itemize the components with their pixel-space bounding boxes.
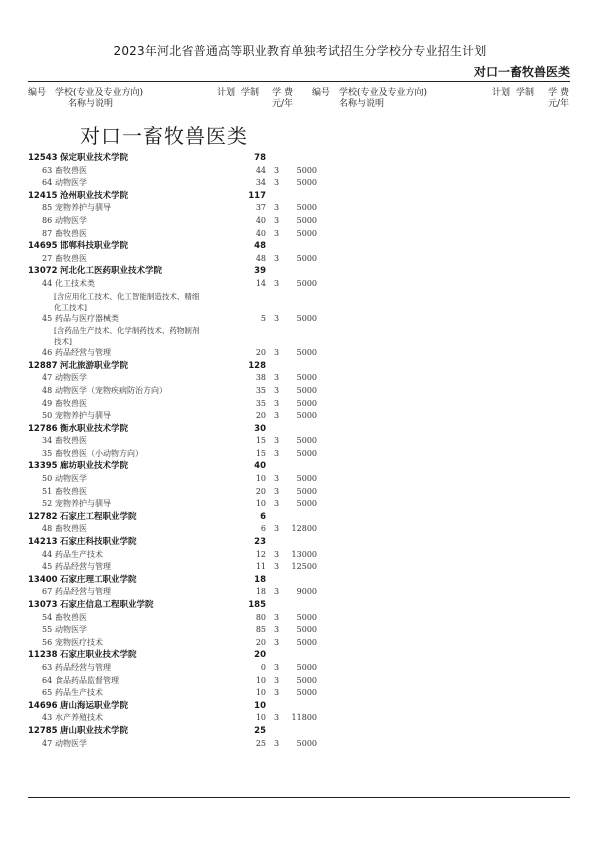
col-header-fee-line2: 元/年: [272, 99, 294, 109]
major-years: 3: [274, 662, 280, 672]
school-row: [28, 649, 328, 662]
major-note: 化工技术]: [54, 302, 87, 312]
major-code: 45: [42, 562, 53, 572]
major-code: 27: [42, 253, 53, 263]
major-plan: 15: [255, 448, 266, 458]
school-name: 石家庄理工职业学院: [60, 574, 137, 585]
major-code: 51: [42, 486, 53, 496]
major-name: 宠物养护与驯导: [55, 203, 111, 213]
school-row: [28, 152, 328, 165]
school-code: 12786: [28, 423, 58, 434]
school-plan-total: 39: [254, 266, 266, 277]
major-years: 3: [274, 549, 280, 559]
major-note: 技术]: [54, 337, 72, 347]
major-years: 3: [274, 373, 280, 383]
school-plan-total: 18: [254, 574, 266, 585]
major-name: 化工技术类: [55, 278, 95, 288]
school-plan-total: 25: [254, 725, 266, 736]
major-name: 宠物养护与驯导: [55, 411, 111, 421]
major-years: 3: [274, 637, 280, 647]
major-code: 44: [42, 278, 53, 288]
major-plan: 20: [255, 486, 266, 496]
major-years: 3: [274, 499, 280, 509]
major-years: 3: [274, 348, 280, 358]
major-plan: 20: [255, 637, 266, 647]
school-row: [28, 423, 328, 436]
major-row: [28, 624, 328, 637]
col-header-school-line2: 名称与说明: [68, 99, 114, 109]
major-years: 3: [274, 688, 280, 698]
major-note-row: [28, 302, 328, 313]
col-header-school-line2-right: 名称与说明: [339, 99, 385, 109]
major-code: 87: [42, 228, 53, 238]
major-fee: 5000: [296, 313, 317, 323]
major-years: 3: [274, 253, 280, 263]
school-code: 12782: [28, 511, 58, 522]
major-fee: 5000: [296, 178, 317, 188]
school-plan-total: 128: [248, 360, 266, 371]
major-row: [28, 612, 328, 625]
major-fee: 5000: [296, 612, 317, 622]
major-code: 65: [42, 688, 53, 698]
major-row: [28, 347, 328, 360]
major-code: 47: [42, 373, 53, 383]
major-fee: 5000: [296, 278, 317, 288]
school-row: [28, 511, 328, 524]
school-name: 唐山海运职业学院: [60, 700, 129, 711]
major-row: [28, 385, 328, 398]
major-row: [28, 712, 328, 725]
major-row: [28, 410, 328, 423]
section-title: 对口一畜牧兽医类: [80, 124, 248, 148]
major-name: 畜牧兽医: [55, 524, 87, 534]
major-plan: 35: [255, 385, 266, 395]
major-note-row: [28, 325, 328, 336]
major-name: 水产养殖技术: [55, 713, 103, 723]
major-name: 畜牧兽医（小动物方向）: [55, 448, 143, 458]
major-fee: 5000: [296, 662, 317, 672]
col-header-years: 学制: [241, 88, 260, 98]
major-fee: 5000: [296, 637, 317, 647]
col-header-code: 编号: [28, 88, 47, 98]
major-years: 3: [274, 178, 280, 188]
col-header-school: [55, 88, 143, 110]
major-fee: 5000: [296, 411, 317, 421]
major-fee: 5000: [296, 474, 317, 484]
col-header-fee: [272, 88, 293, 110]
school-name: 沧州职业技术学院: [60, 190, 129, 201]
school-plan-total: 117: [248, 190, 266, 201]
major-fee: 5000: [296, 675, 317, 685]
major-fee: 5000: [296, 373, 317, 383]
major-plan: 14: [255, 278, 266, 288]
major-code: 43: [42, 713, 53, 723]
major-name: 畜牧兽医: [55, 398, 87, 408]
major-name: 动物医学: [55, 474, 87, 484]
col-header-years-right: 学制: [516, 88, 535, 98]
major-years: 3: [274, 313, 280, 323]
major-plan: 11: [255, 562, 266, 572]
school-code: 14213: [28, 537, 58, 548]
school-name: 河北旅游职业学院: [60, 360, 129, 371]
major-years: 3: [274, 165, 280, 175]
major-code: 50: [42, 411, 53, 421]
school-plan-total: 10: [254, 700, 266, 711]
major-note-row: [28, 291, 328, 302]
major-plan: 48: [255, 253, 266, 263]
school-plan-total: 20: [254, 650, 266, 661]
major-years: 3: [274, 385, 280, 395]
major-row: [28, 253, 328, 266]
school-code: 12543: [28, 153, 58, 163]
major-years: 3: [274, 474, 280, 484]
school-name: 保定职业技术学院: [60, 153, 129, 163]
major-code: 45: [42, 313, 53, 323]
major-row: [28, 675, 328, 688]
major-fee: 5000: [296, 499, 317, 509]
major-name: 药品经营与管理: [55, 562, 111, 572]
school-row: [28, 725, 328, 738]
school-row: [28, 360, 328, 373]
major-row: [28, 473, 328, 486]
major-code: 86: [42, 215, 53, 225]
major-code: 64: [42, 675, 53, 685]
school-row: [28, 190, 328, 203]
major-fee: 5000: [296, 348, 317, 358]
major-years: 3: [274, 398, 280, 408]
major-name: 动物医学: [55, 178, 87, 188]
major-row: [28, 662, 328, 675]
major-plan: 20: [255, 348, 266, 358]
major-years: 3: [274, 411, 280, 421]
school-plan-total: 30: [254, 423, 266, 434]
major-name: 畜牧兽医: [55, 228, 87, 238]
major-name: 畜牧兽医: [55, 486, 87, 496]
major-fee: 12800: [291, 524, 317, 534]
major-note: [含应用化工技术、化工智能制造技术、精细: [54, 291, 200, 301]
school-code: 14695: [28, 241, 58, 252]
major-code: 46: [42, 348, 53, 358]
major-years: 3: [274, 486, 280, 496]
major-fee: 13000: [291, 549, 317, 559]
major-fee: 5000: [296, 203, 317, 213]
major-plan: 35: [255, 398, 266, 408]
major-name: 食品药品监督管理: [55, 675, 119, 685]
school-code: 12887: [28, 360, 58, 371]
major-years: 3: [274, 448, 280, 458]
major-code: 47: [42, 738, 53, 748]
school-row: [28, 599, 328, 612]
major-name: 药品经营与管理: [55, 662, 111, 672]
major-plan: 18: [255, 587, 266, 597]
school-code: 12785: [28, 725, 58, 736]
major-code: 48: [42, 385, 53, 395]
major-plan: 10: [255, 474, 266, 484]
major-years: 3: [274, 587, 280, 597]
major-name: 畜牧兽医: [55, 612, 87, 622]
major-years: 3: [274, 436, 280, 446]
major-row: [28, 215, 328, 228]
major-row: [28, 561, 328, 574]
major-code: 63: [42, 662, 53, 672]
school-plan-total: 78: [254, 153, 266, 163]
major-fee: 5000: [296, 625, 317, 635]
major-code: 63: [42, 165, 53, 175]
category-header: 对口一畜牧兽医类: [473, 65, 570, 79]
col-header-plan-right: 计划: [492, 88, 511, 98]
school-row: [28, 574, 328, 587]
major-code: 67: [42, 587, 53, 597]
major-plan: 37: [255, 203, 266, 213]
enrollment-table: [28, 152, 328, 750]
school-name: 河北化工医药职业技术学院: [60, 266, 163, 277]
major-fee: 5000: [296, 738, 317, 748]
major-plan: 15: [255, 436, 266, 446]
school-name: 衡水职业技术学院: [60, 423, 129, 434]
major-name: 药品生产技术: [55, 549, 103, 559]
major-plan: 85: [255, 625, 266, 635]
col-header-school-line1-right: 学校(专业及专业方向): [339, 88, 428, 98]
major-fee: 12500: [291, 562, 317, 572]
major-name: 动物医学（宠物疾病防治方向）: [55, 385, 167, 395]
major-code: 34: [42, 436, 53, 446]
major-fee: 5000: [296, 215, 317, 225]
major-row: [28, 278, 328, 291]
major-name: 动物医学: [55, 625, 87, 635]
major-fee: 5000: [296, 688, 317, 698]
school-plan-total: 48: [254, 241, 266, 252]
major-code: 64: [42, 178, 53, 188]
major-name: 畜牧兽医: [55, 253, 87, 263]
major-years: 3: [274, 738, 280, 748]
major-name: 宠物医疗技术: [55, 637, 103, 647]
major-row: [28, 202, 328, 215]
major-code: 50: [42, 474, 53, 484]
major-fee: 5000: [296, 486, 317, 496]
major-years: 3: [274, 625, 280, 635]
school-plan-total: 185: [248, 600, 266, 610]
major-row: [28, 448, 328, 461]
major-plan: 10: [255, 675, 266, 685]
major-row: [28, 372, 328, 385]
school-row: [28, 265, 328, 278]
col-header-fee-right: [548, 88, 569, 110]
major-name: 药品经营与管理: [55, 587, 111, 597]
col-header-school-right: [339, 88, 427, 110]
school-name: 石家庄职业技术学院: [60, 650, 137, 661]
major-name: 动物医学: [55, 215, 87, 225]
major-code: 35: [42, 448, 53, 458]
major-code: 49: [42, 398, 53, 408]
major-row: [28, 398, 328, 411]
major-years: 3: [274, 524, 280, 534]
major-row: [28, 586, 328, 599]
school-code: 14696: [28, 700, 58, 711]
major-years: 3: [274, 562, 280, 572]
major-row: [28, 549, 328, 562]
major-name: 药品与医疗器械类: [55, 313, 119, 323]
school-name: 唐山职业技术学院: [60, 725, 129, 736]
col-header-code-right: 编号: [312, 88, 331, 98]
school-name: 廊坊职业技术学院: [60, 461, 129, 472]
footer-divider: [28, 797, 570, 798]
major-plan: 10: [255, 499, 266, 509]
major-row: [28, 523, 328, 536]
major-row: [28, 637, 328, 650]
major-row: [28, 498, 328, 511]
school-name: 石家庄科技职业学院: [60, 537, 137, 548]
major-plan: 10: [255, 688, 266, 698]
school-row: [28, 460, 328, 473]
school-row: [28, 700, 328, 713]
school-plan-total: 6: [260, 511, 266, 522]
major-years: 3: [274, 278, 280, 288]
school-plan-total: 40: [254, 461, 266, 472]
major-note-row: [28, 336, 328, 347]
major-name: 动物医学: [55, 738, 87, 748]
major-name: 畜牧兽医: [55, 165, 87, 175]
major-code: 48: [42, 524, 53, 534]
major-plan: 6: [260, 524, 266, 534]
school-row: [28, 536, 328, 549]
col-header-fee-line1-right: 学 费: [548, 88, 569, 98]
major-fee: 5000: [296, 228, 317, 238]
col-header-plan: 计划: [217, 88, 236, 98]
major-fee: 5000: [296, 398, 317, 408]
major-years: 3: [274, 675, 280, 685]
school-code: 13395: [28, 461, 58, 472]
major-years: 3: [274, 612, 280, 622]
major-code: 55: [42, 625, 53, 635]
school-code: 11238: [28, 650, 58, 661]
major-row: [28, 165, 328, 178]
school-code: 13400: [28, 574, 58, 585]
major-note: [含药品生产技术、化学制药技术、药物制剂: [54, 326, 200, 336]
major-fee: 9000: [296, 587, 317, 597]
major-code: 44: [42, 549, 53, 559]
major-code: 54: [42, 612, 53, 622]
major-row: [28, 486, 328, 499]
major-plan: 80: [255, 612, 266, 622]
major-fee: 5000: [296, 165, 317, 175]
major-fee: 5000: [296, 253, 317, 263]
major-name: 宠物养护与驯导: [55, 499, 111, 509]
school-code: 13073: [28, 600, 58, 610]
school-code: 13072: [28, 266, 58, 277]
major-plan: 5: [260, 313, 266, 323]
school-row: [28, 240, 328, 253]
major-row: [28, 687, 328, 700]
major-row: [28, 228, 328, 241]
major-plan: 25: [255, 738, 266, 748]
major-name: 药品生产技术: [55, 688, 103, 698]
col-header-fee-line2-right: 元/年: [548, 99, 570, 109]
major-plan: 38: [255, 373, 266, 383]
major-plan: 40: [255, 215, 266, 225]
major-name: 动物医学: [55, 373, 87, 383]
major-fee: 11800: [291, 713, 317, 723]
major-code: 52: [42, 499, 53, 509]
page-title: 2023年河北省普通高等职业教育单独考试招生分学校分专业招生计划: [113, 44, 487, 58]
header-divider: [28, 81, 570, 82]
major-plan: 34: [255, 178, 266, 188]
major-plan: 12: [255, 549, 266, 559]
school-name: 石家庄信息工程职业学院: [60, 600, 154, 610]
school-name: 石家庄工程职业学院: [60, 511, 137, 522]
major-years: 3: [274, 713, 280, 723]
major-fee: 5000: [296, 385, 317, 395]
major-row: [28, 435, 328, 448]
major-name: 药品经营与管理: [55, 348, 111, 358]
school-plan-total: 23: [254, 537, 266, 548]
major-name: 畜牧兽医: [55, 436, 87, 446]
major-plan: 20: [255, 411, 266, 421]
major-code: 85: [42, 203, 53, 213]
major-row: [28, 177, 328, 190]
major-years: 3: [274, 228, 280, 238]
major-row: [28, 313, 328, 326]
major-plan: 44: [255, 165, 266, 175]
school-name: 邯郸科技职业学院: [60, 241, 129, 252]
major-fee: 5000: [296, 436, 317, 446]
school-code: 12415: [28, 190, 58, 201]
major-plan: 10: [255, 713, 266, 723]
major-fee: 5000: [296, 448, 317, 458]
major-years: 3: [274, 203, 280, 213]
col-header-fee-line1: 学 费: [272, 88, 293, 98]
col-header-school-line1: 学校(专业及专业方向): [55, 88, 144, 98]
major-plan: 0: [260, 662, 266, 672]
major-code: 56: [42, 637, 53, 647]
major-plan: 40: [255, 228, 266, 238]
major-years: 3: [274, 215, 280, 225]
major-row: [28, 738, 328, 751]
